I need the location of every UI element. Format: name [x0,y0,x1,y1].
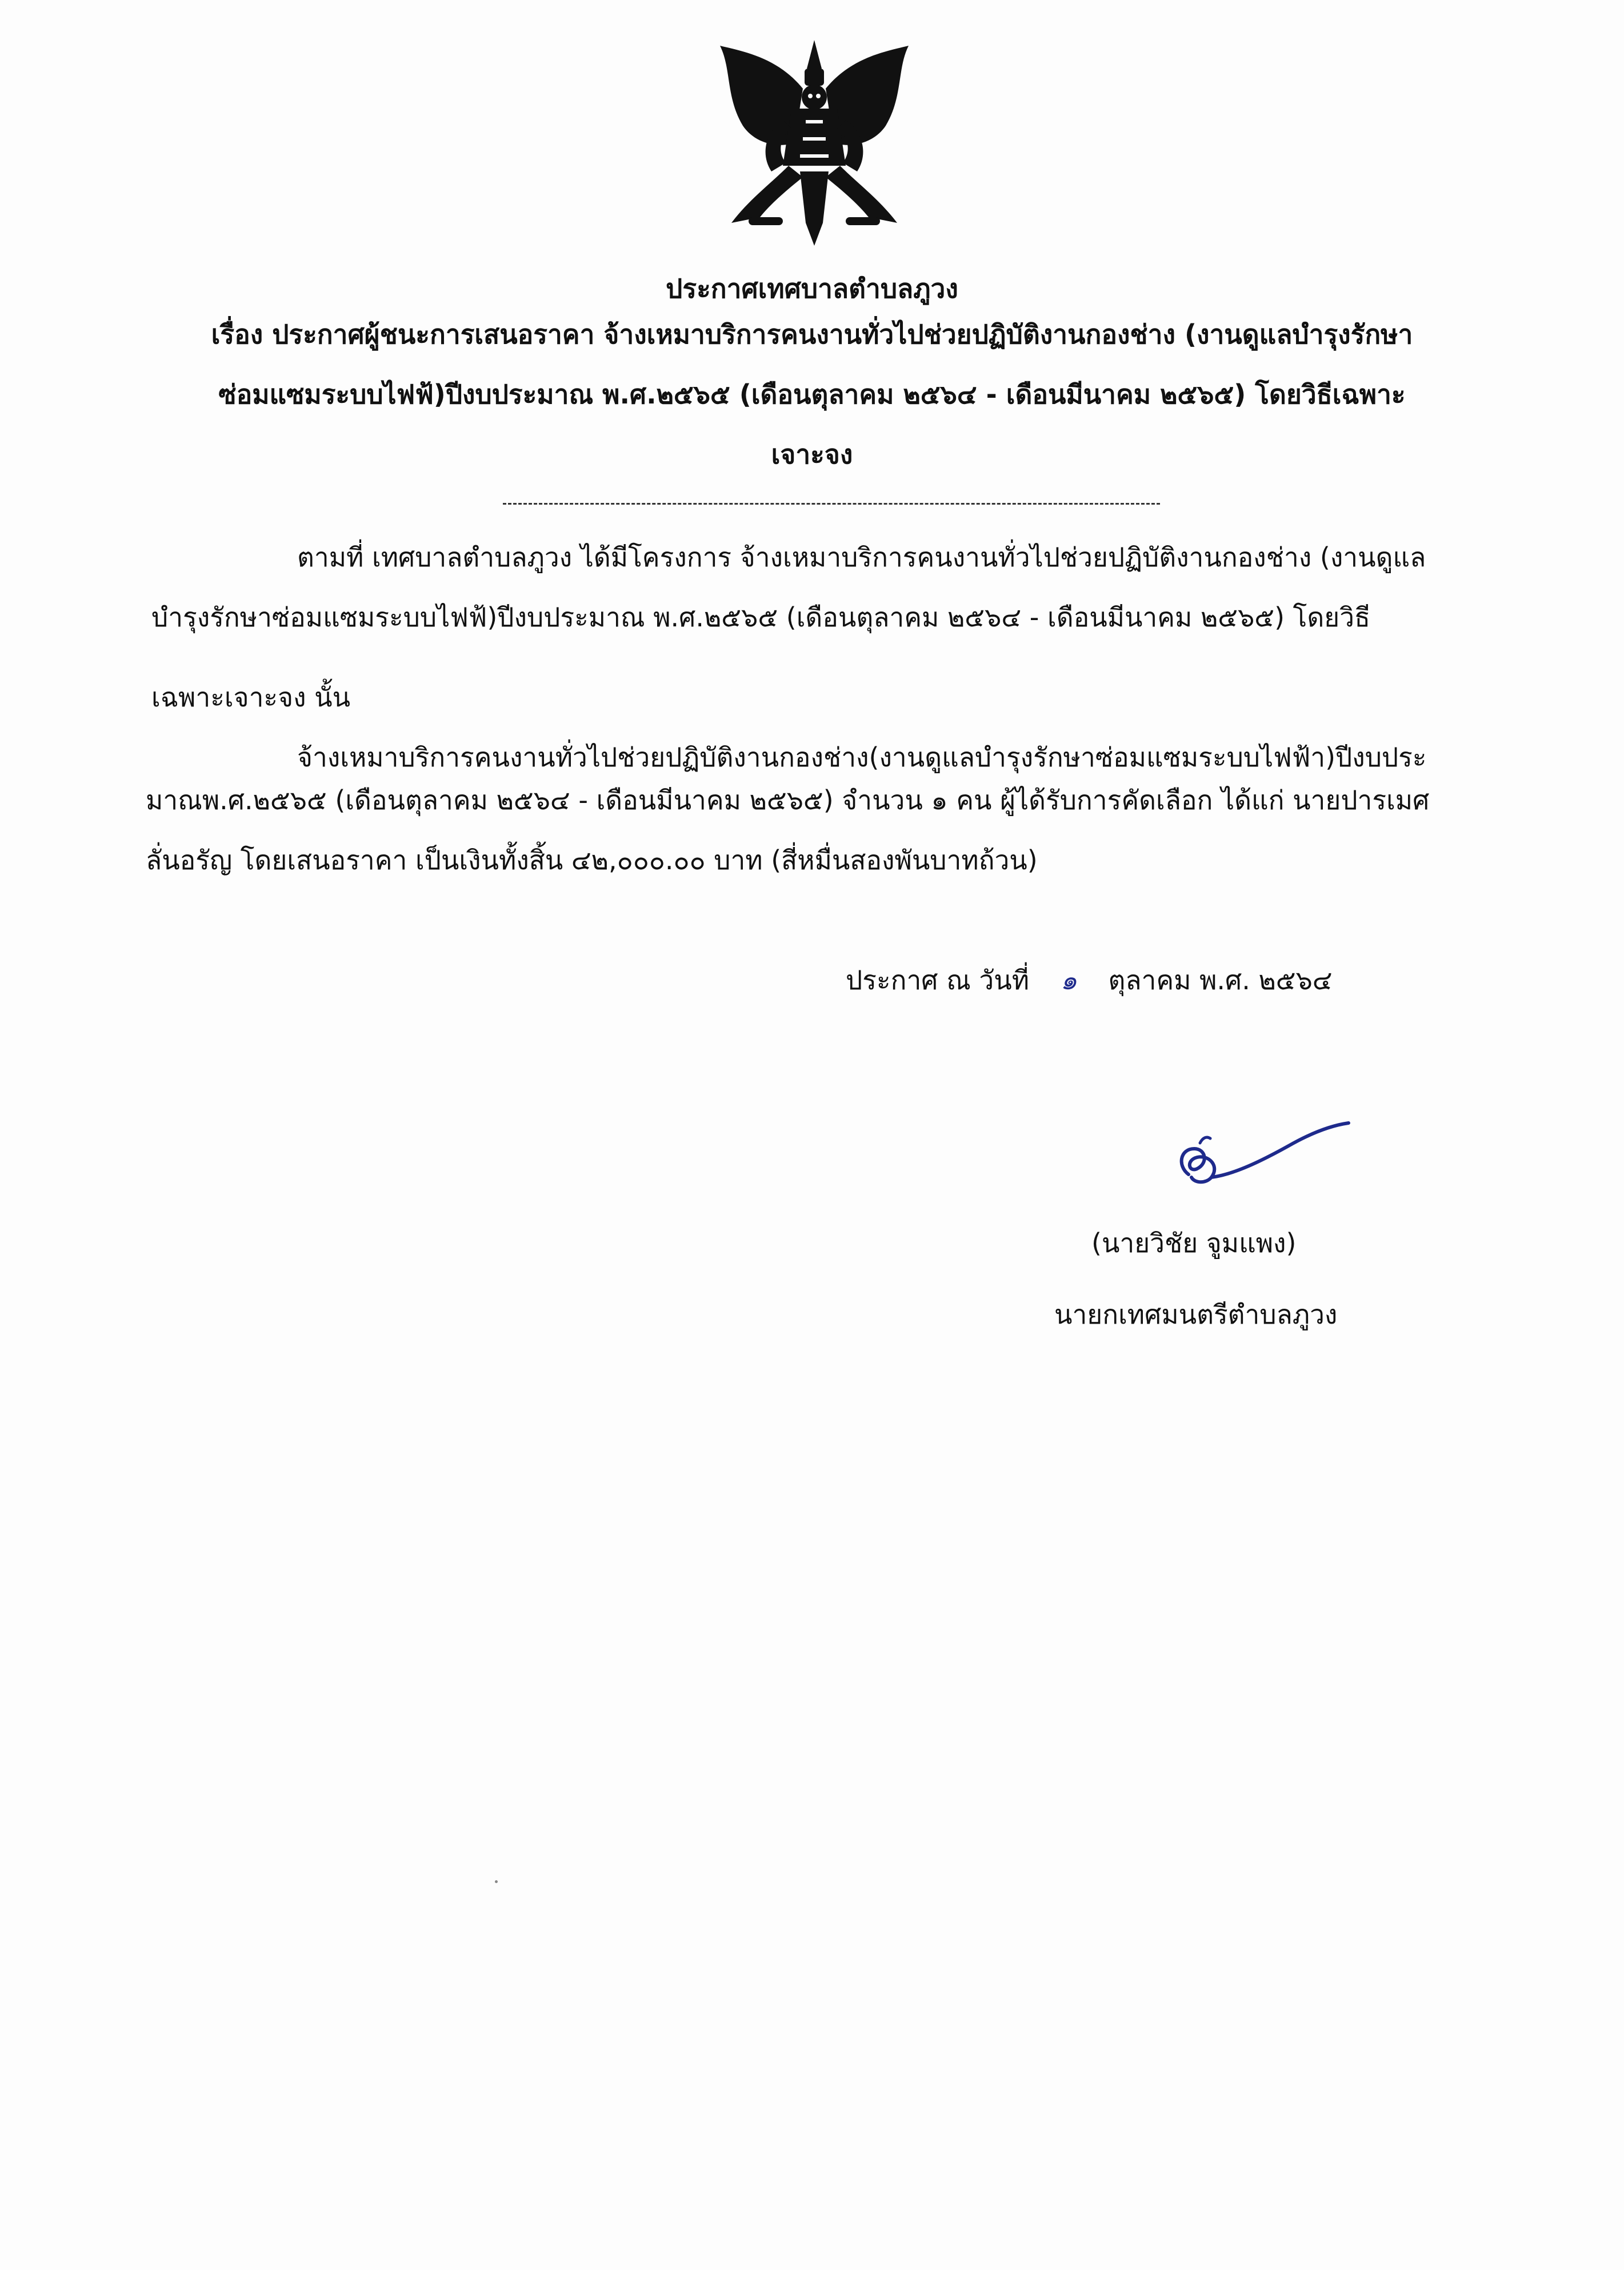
paragraph-1-line-1: ตามที่ เทศบาลตำบลภูวง ได้มีโครงการ จ้างเหมาบริการคนงานทั่วไปช่วยปฏิบัติงานกองช่าง (งานดูแล [297,542,1426,573]
garuda-emblem-icon [709,34,920,251]
paragraph-2-line-2: มาณพ.ศ.๒๕๖๕ (เดือนตุลาคม ๒๕๖๔ - เดือนมีนาคม ๒๕๖๕) จำนวน ๑ คน ผู้ได้รับการคัดเลือก ได้แก่ นายปารเมศ [146,785,1430,816]
document-heading: ประกาศเทศบาลตำบลภูวง [666,273,958,304]
announce-day: ๑ [1060,965,1077,996]
paper-speck [495,1880,498,1883]
subject-line-3: เจาะจง [771,439,853,470]
divider-rule [503,503,1160,505]
handwritten-signature [1166,1120,1354,1194]
signatory-name: (นายวิชัย จูมแพง) [1091,1228,1297,1258]
announce-prefix: ประกาศ ณ วันที่ [846,965,1030,996]
subject-line-1: เรื่อง ประกาศผู้ชนะการเสนอราคา จ้างเหมาบริการคนงานทั่วไปช่วยปฏิบัติงานกองช่าง (งานดูแลบำรุงรักษา [211,319,1413,350]
paragraph-1-line-2: บำรุงรักษาซ่อมแซมระบบไฟฟ้)ปีงบประมาณ พ.ศ.๒๕๖๕ (เดือนตุลาคม ๒๕๖๔ - เดือนมีนาคม ๒๕๖๕) โดยวิธี [151,602,1371,633]
paragraph-2-line-1: จ้างเหมาบริการคนงานทั่วไปช่วยปฏิบัติงานกองช่าง(งานดูแลบำรุงรักษาซ่อมแซมระบบไฟฟ้า)ปีงบประ [297,742,1427,773]
subject-line-2: ซ่อมแซมระบบไฟฟ้)ปีงบประมาณ พ.ศ.๒๕๖๕ (เดือนตุลาคม ๒๕๖๔ - เดือนมีนาคม ๒๕๖๕) โดยวิธีเฉพาะ [218,379,1406,410]
signatory-title: นายกเทศมนตรีตำบลภูวง [1054,1299,1338,1330]
paragraph-1-line-3: เฉพาะเจาะจง นั้น [151,682,351,713]
announcement-date [846,963,1333,997]
announce-suffix: ตุลาคม พ.ศ. ๒๕๖๔ [1108,965,1333,996]
paragraph-2-line-3: ลั่นอรัญ โดยเสนอราคา เป็นเงินทั้งสิ้น ๔๒,๐๐๐.๐๐ บาท (สี่หมื่นสองพันบาทถ้วน) [146,845,1038,876]
